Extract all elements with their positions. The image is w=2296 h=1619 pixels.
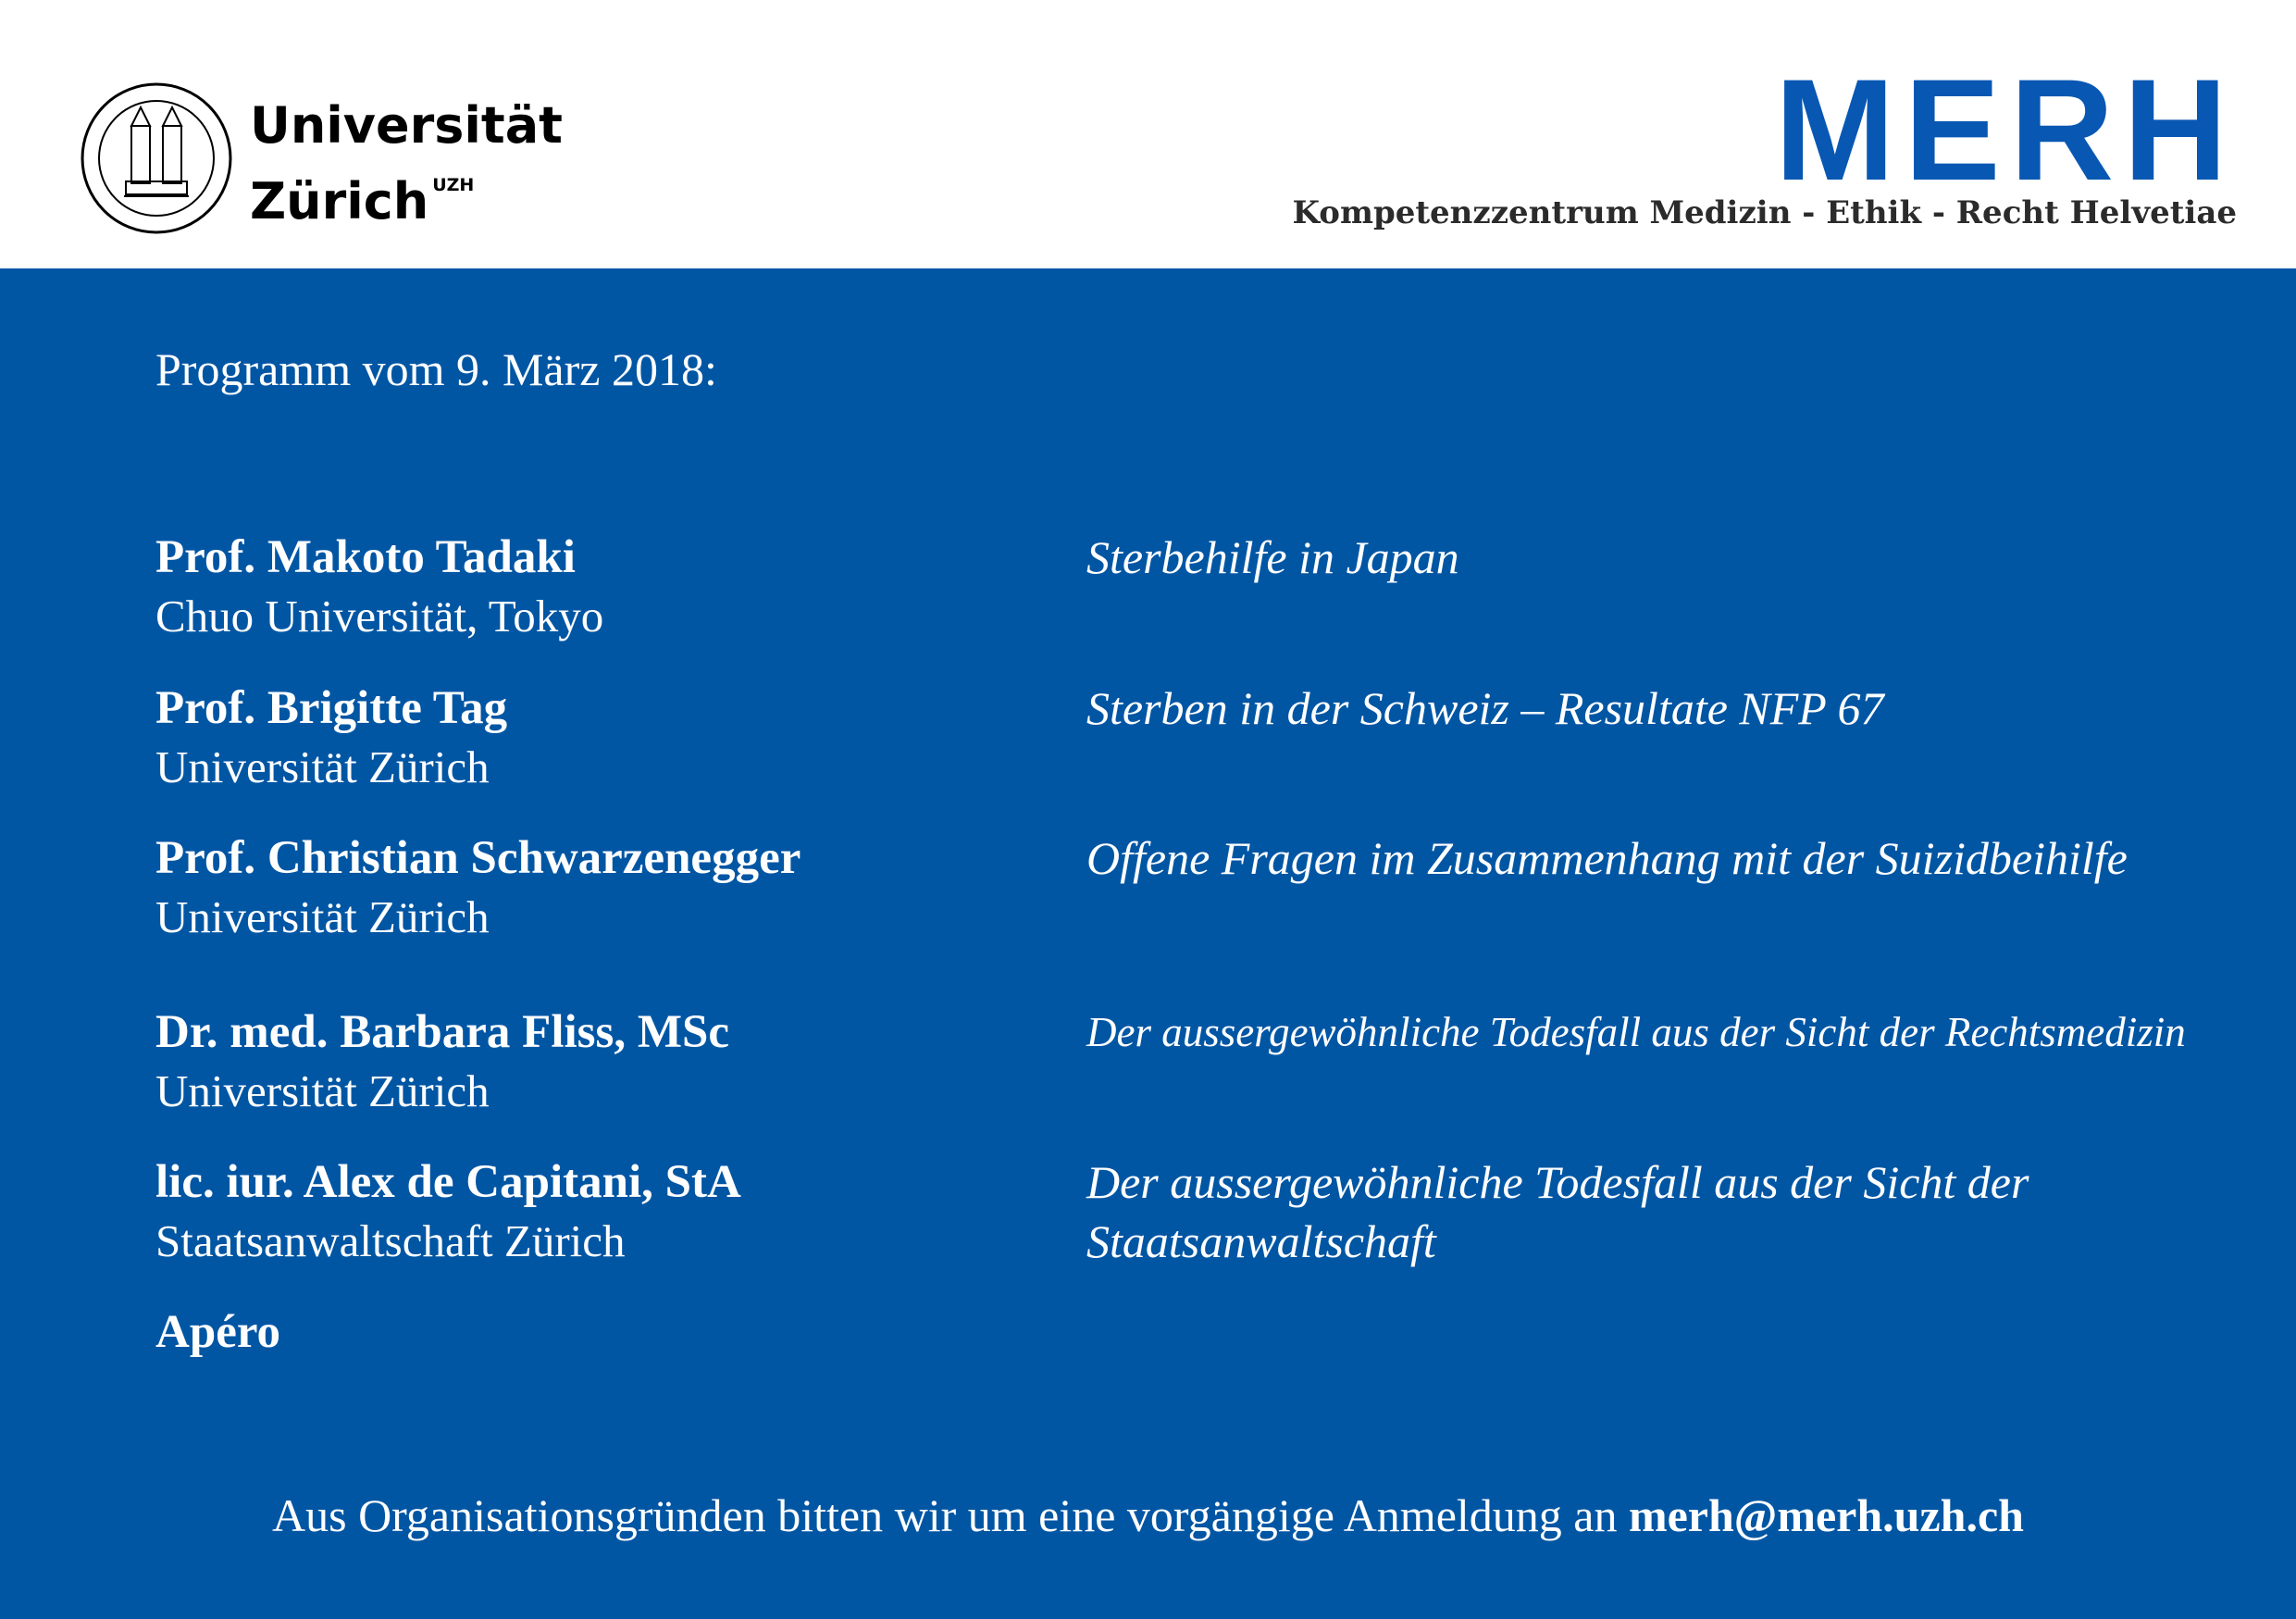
talk-topic-line1: Der aussergewöhnliche Todesfall aus der Sicht der xyxy=(1086,1156,2029,1208)
talk-topic: Sterbehilfe in Japan xyxy=(1086,531,1459,583)
uzh-line1: Universität xyxy=(250,96,563,155)
registration-text: Aus Organisationsgründen bitten wir um eine vorgängige Anmeldung an xyxy=(272,1489,1629,1541)
speaker-affiliation: Chuo Universität, Tokyo xyxy=(155,591,604,641)
speaker-affiliation: Staatsanwaltschaft Zürich xyxy=(155,1215,626,1266)
speaker-name: Prof. Christian Schwarzenegger xyxy=(155,832,801,884)
merh-subtitle: Kompetenzzentrum Medizin - Ethik - Recht Helvetiae xyxy=(1292,194,2237,231)
speaker-affiliation: Universität Zürich xyxy=(155,1065,490,1116)
talk-topic xyxy=(1086,1152,2253,1271)
uzh-sup: UZH xyxy=(432,175,475,195)
registration-email[interactable]: merh@merh.uzh.ch xyxy=(1628,1489,2024,1541)
program-panel xyxy=(0,268,2296,1619)
speaker-name: Prof. Brigitte Tag xyxy=(155,682,508,734)
uzh-line2: Zürich xyxy=(250,172,429,230)
speaker-entry xyxy=(155,679,507,797)
talk-topic: Der aussergewöhnliche Todesfall aus der Sicht der Rechtsmedizin xyxy=(1086,1009,2186,1055)
header xyxy=(0,0,2296,268)
registration-note xyxy=(0,1488,2296,1542)
talk-topic: Sterben in der Schweiz – Resultate NFP 67 xyxy=(1086,682,1884,734)
speaker-entry xyxy=(155,528,603,646)
speaker-name: Dr. med. Barbara Fliss, MSc xyxy=(155,1006,729,1058)
speaker-entry xyxy=(155,828,800,947)
speaker-entry xyxy=(155,1152,741,1271)
speaker-affiliation: Universität Zürich xyxy=(155,891,490,942)
speaker-name: Prof. Makoto Tadaki xyxy=(155,531,576,583)
talk-topic: Offene Fragen im Zusammenhang mit der Suizidbeihilfe xyxy=(1086,832,2128,884)
program-title: Programm vom 9. März 2018: xyxy=(155,343,717,395)
merh-logo: MERH xyxy=(1774,50,2237,211)
speaker-entry xyxy=(155,1003,729,1121)
talk-topic-line2: Staatsanwaltschaft xyxy=(1086,1215,1436,1267)
uzh-wordmark xyxy=(250,96,563,231)
speaker-name: lic. iur. Alex de Capitani, StA xyxy=(155,1156,741,1208)
speaker-affiliation: Universität Zürich xyxy=(155,741,490,792)
apero-label: Apéro xyxy=(155,1306,281,1358)
university-seal-icon xyxy=(80,81,233,235)
